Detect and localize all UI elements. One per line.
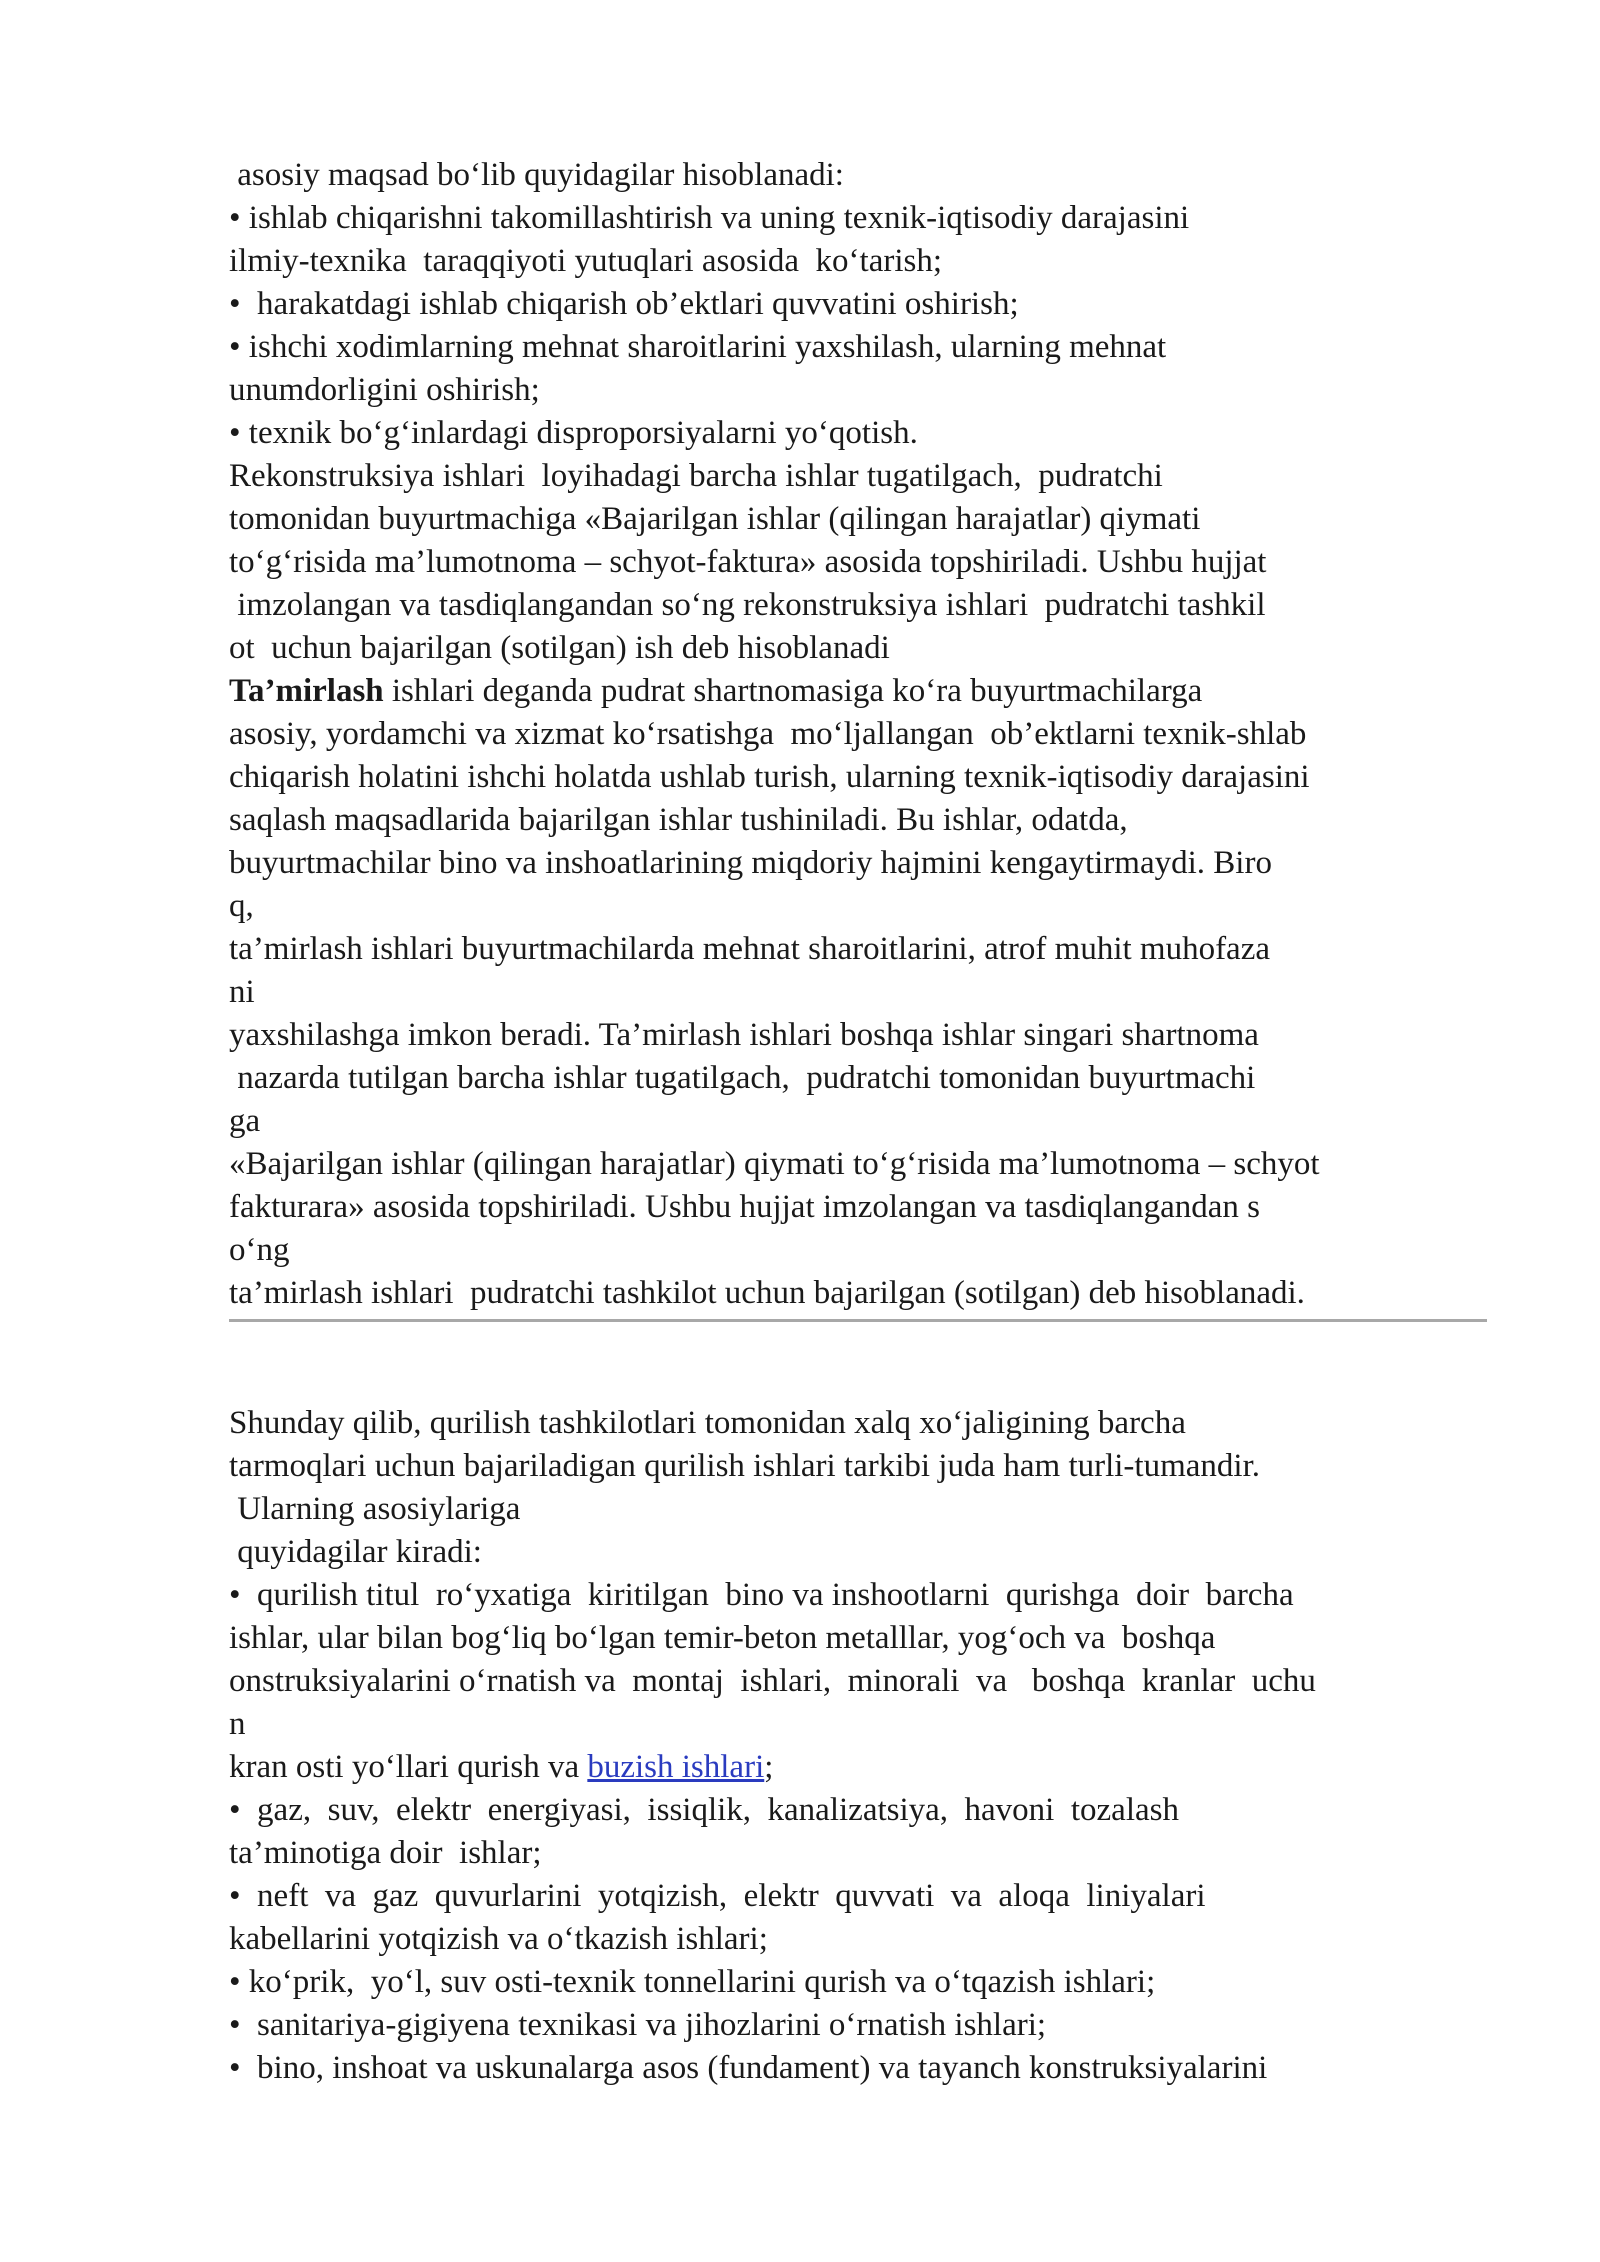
paragraph-1-line-5: ot uchun bajarilgan (sotilgan) ish deb hisoblanadi: [229, 630, 890, 666]
list-item-2-line-2: ta’minotiga doir ishlar;: [229, 1835, 542, 1871]
section-divider: [229, 1319, 1487, 1322]
paragraph-3-line-1: Shunday qilib, qurilish tashkilotlari tomonidan xalq xo‘jaligining barcha: [229, 1405, 1186, 1441]
list-item-6: • bino, inshoat va uskunalarga asos (fundament) va tayanch konstruksiyalarini: [229, 2050, 1268, 2086]
list-item-5: • sanitariya-gigiyena texnikasi va jihozlarini o‘rnatish ishlari;: [229, 2007, 1047, 2043]
bullet-2-line: • harakatdagi ishlab chiqarish ob’ektlari quvvatini oshirish;: [229, 286, 1019, 322]
paragraph-2-line-6: q,: [229, 888, 254, 924]
bullet-4-line: • texnik bo‘g‘inlardagi disproporsiyalarni yo‘qotish.: [229, 415, 918, 451]
paragraph-2-line-12: «Bajarilgan ishlar (qilingan harajatlar) qiymati to‘g‘risida ma’lumotnoma – schyot: [229, 1146, 1320, 1182]
paragraph-3-line-4: quyidagilar kiradi:: [229, 1534, 482, 1570]
list-item-1-line-1: • qurilish titul ro‘yxatiga kiritilgan bino va inshootlarni qurishga doir barcha: [229, 1577, 1294, 1613]
paragraph-2-line-2: asosiy, yordamchi va xizmat ko‘rsatishga mo‘ljallangan ob’ektlarni texnik-shlab: [229, 716, 1307, 752]
buzish-ishlari-link[interactable]: buzish ishlari: [587, 1749, 765, 1785]
list-item-3-line-2: kabellarini yotqizish va o‘tkazish ishlari;: [229, 1921, 768, 1957]
list-item-1-line-3: onstruksiyalarini o‘rnatish va montaj ishlari, minorali va boshqa kranlar uchu: [229, 1663, 1316, 1699]
paragraph-2-line-1: [229, 670, 1489, 713]
bullet-3-line-2: unumdorligini oshirish;: [229, 372, 540, 408]
paragraph-2-line-5: buyurtmachilar bino va inshoatlarining miqdoriy hajmini kengaytirmaydi. Biro: [229, 845, 1272, 881]
paragraph-2-line-13: fakturara» asosida topshiriladi. Ushbu hujjat imzolangan va tasdiqlangandan s: [229, 1189, 1260, 1225]
paragraph-2-line-11: ga: [229, 1103, 261, 1139]
paragraph-1-line-4: imzolangan va tasdiqlangandan so‘ng rekonstruksiya ishlari pudratchi tashkil: [229, 587, 1266, 623]
paragraph-3-line-2: tarmoqlari uchun bajariladigan qurilish ishlari tarkibi juda ham turli-tumandir.: [229, 1448, 1260, 1484]
bullet-1-line-2: ilmiy-texnika taraqqiyoti yutuqlari asosida ko‘tarish;: [229, 243, 943, 279]
list-item-2-line-1: • gaz, suv, elektr energiyasi, issiqlik, kanalizatsiya, havoni tozalash: [229, 1792, 1179, 1828]
paragraph-2-line-10: nazarda tutilgan barcha ishlar tugatilgach, pudratchi tomonidan buyurtmachi: [229, 1060, 1256, 1096]
bullet-3-line-1: • ishchi xodimlarning mehnat sharoitlarini yaxshilash, ularning mehnat: [229, 329, 1167, 365]
list-item-1-line-5-text: kran osti yo‘llari qurish va: [229, 1749, 588, 1785]
paragraph-2-line-1-rest: ishlari deganda pudrat shartnomasiga ko‘ra buyurtmachilarga: [383, 673, 1203, 709]
paragraph-2-line-4: saqlash maqsadlarida bajarilgan ishlar tushiniladi. Bu ishlar, odatda,: [229, 802, 1128, 838]
list-item-1-line-5-end: ;: [764, 1749, 774, 1785]
list-item-1-line-5: [229, 1746, 1489, 1789]
paragraph-1-line-3: to‘g‘risida ma’lumotnoma – schyot-faktura» asosida topshiriladi. Ushbu hujjat: [229, 544, 1267, 580]
list-item-3-line-1: • neft va gaz quvurlarini yotqizish, elektr quvvati va aloqa liniyalari: [229, 1878, 1206, 1914]
intro-line: asosiy maqsad bo‘lib quyidagilar hisoblanadi:: [229, 157, 844, 193]
paragraph-2-line-14: o‘ng: [229, 1232, 290, 1268]
paragraph-2-line-8: ni: [229, 974, 255, 1010]
paragraph-1-line-2: tomonidan buyurtmachiga «Bajarilgan ishlar (qilingan harajatlar) qiymati: [229, 501, 1201, 537]
tamirlash-term: Ta’mirlash: [229, 673, 384, 709]
paragraph-2-line-7: ta’mirlash ishlari buyurtmachilarda mehnat sharoitlarini, atrof muhit muhofaza: [229, 931, 1270, 967]
paragraph-1-line-1: Rekonstruksiya ishlari loyihadagi barcha ishlar tugatilgach, pudratchi: [229, 458, 1163, 494]
paragraph-3-line-3: Ularning asosiylariga: [229, 1491, 521, 1527]
list-item-1-line-2: ishlar, ular bilan bog‘liq bo‘lgan temir-beton metalllar, yog‘och va boshqa: [229, 1620, 1216, 1656]
bullet-1-line-1: • ishlab chiqarishni takomillashtirish va uning texnik-iqtisodiy darajasini: [229, 200, 1190, 236]
list-item-1-line-4: n: [229, 1706, 246, 1742]
list-item-4: • ko‘prik, yo‘l, suv osti-texnik tonnellarini qurish va o‘tqazish ishlari;: [229, 1964, 1156, 2000]
paragraph-2-line-15: ta’mirlash ishlari pudratchi tashkilot uchun bajarilgan (sotilgan) deb hisoblanadi.: [229, 1275, 1305, 1311]
paragraph-2-line-9: yaxshilashga imkon beradi. Ta’mirlash ishlari boshqa ishlar singari shartnoma: [229, 1017, 1259, 1053]
paragraph-2-line-3: chiqarish holatini ishchi holatda ushlab turish, ularning texnik-iqtisodiy darajasini: [229, 759, 1310, 795]
